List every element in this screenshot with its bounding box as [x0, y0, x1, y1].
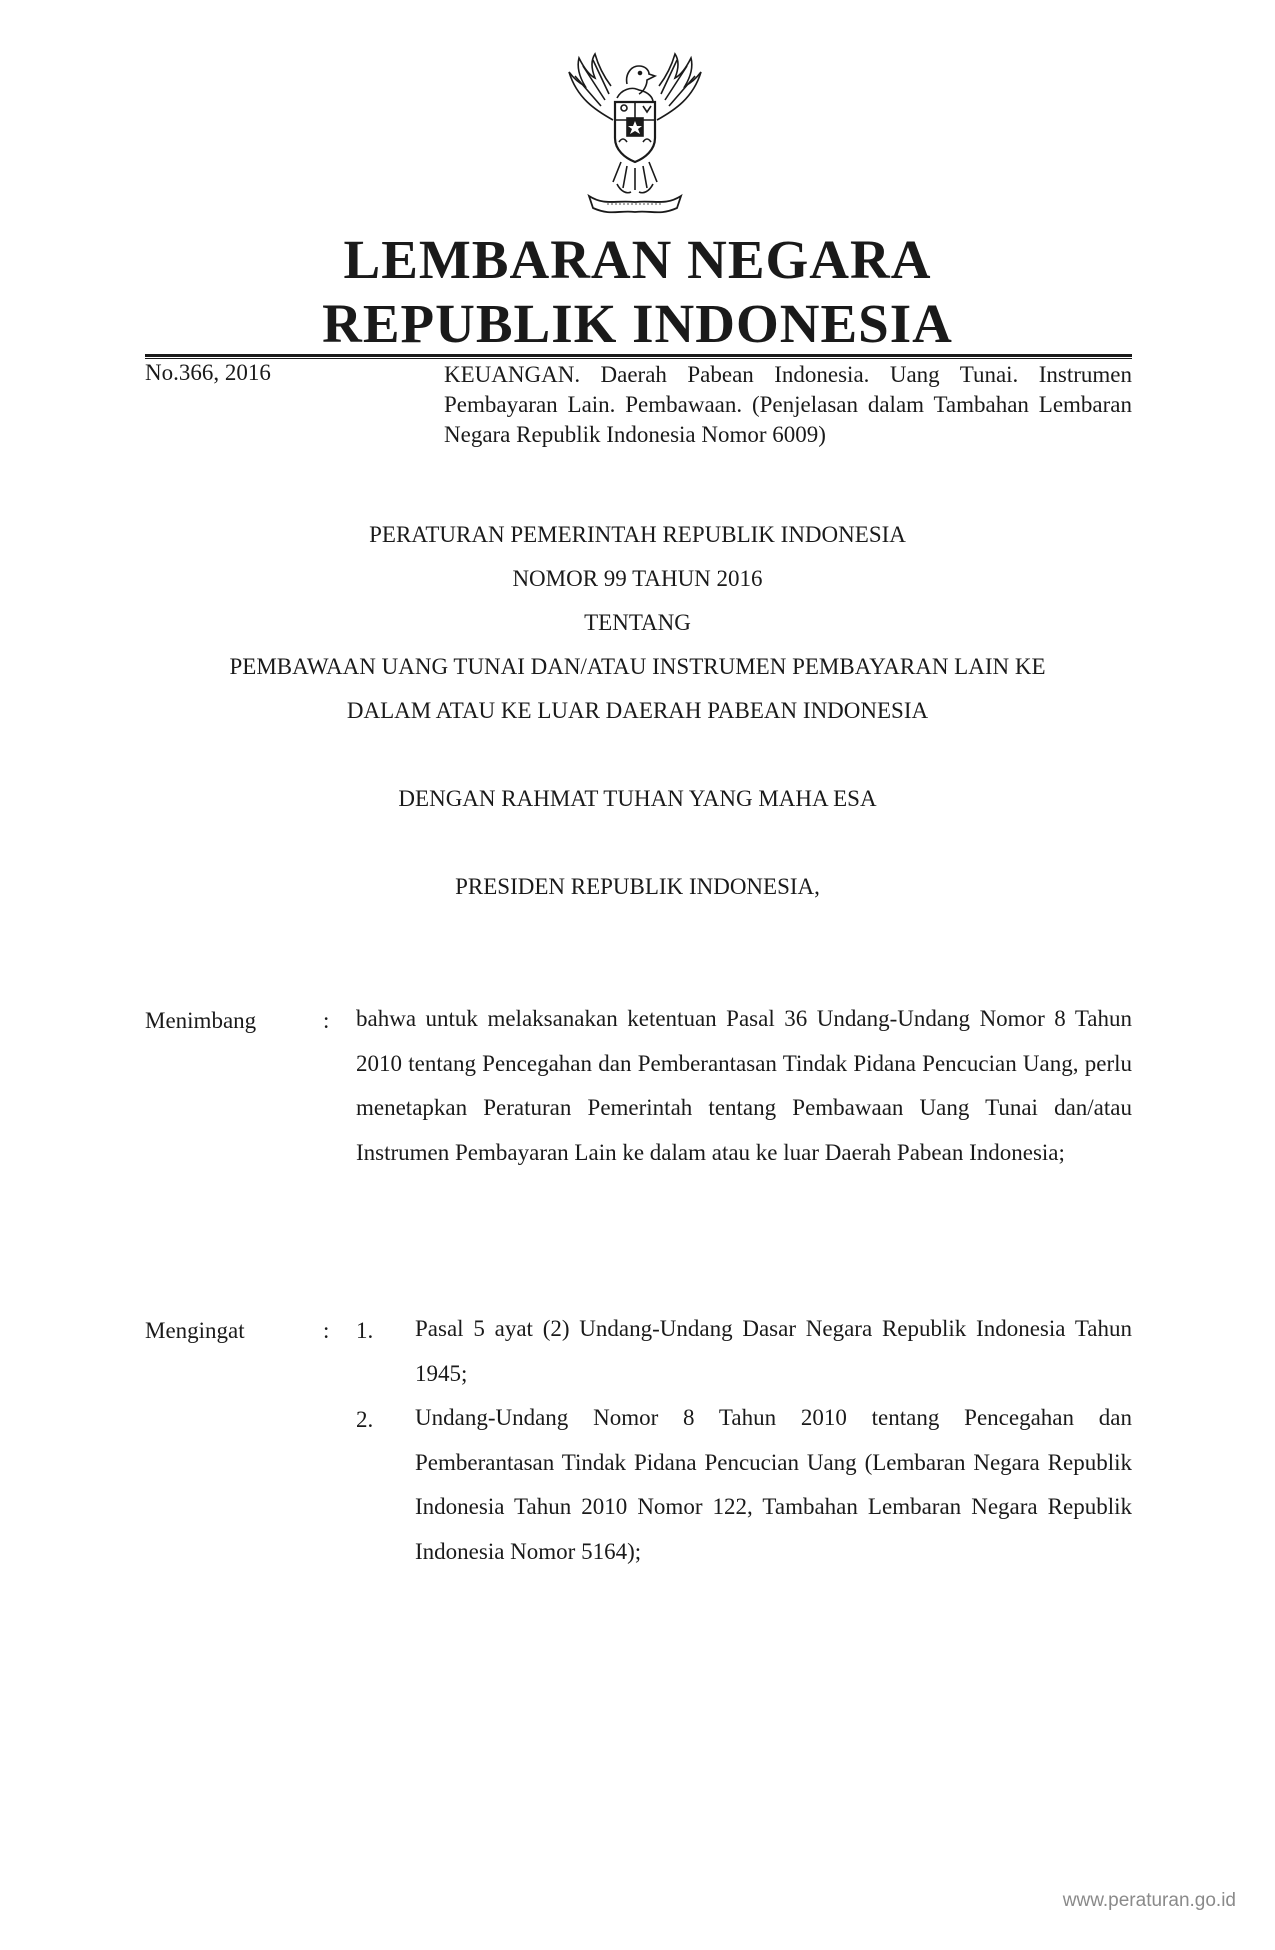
- gazette-title-line2: REPUBLIK INDONESIA: [322, 293, 953, 354]
- mengingat-item-text: Pasal 5 ayat (2) Undang-Undang Dasar Negara Republik Indonesia Tahun 1945;: [415, 1316, 1132, 1386]
- mengingat-item-number: 2.: [356, 1407, 374, 1432]
- issuer: PRESIDEN REPUBLIK INDONESIA,: [455, 874, 820, 899]
- website-footer: www.peraturan.go.id: [1062, 1890, 1236, 1911]
- regulation-number: NOMOR 99 TAHUN 2016: [512, 566, 763, 591]
- menimbang-label: Menimbang: [145, 1008, 257, 1033]
- regulation-subject-line2: DALAM ATAU KE LUAR DAERAH PABEAN INDONESIA: [346, 698, 929, 723]
- gazette-title-line1: LEMBARAN NEGARA: [343, 229, 932, 290]
- header-divider-thin: [145, 358, 1132, 359]
- mengingat-label: Mengingat: [145, 1318, 245, 1343]
- gazette-number: No.366, 2016: [145, 360, 271, 385]
- invocation: DENGAN RAHMAT TUHAN YANG MAHA ESA: [398, 786, 877, 811]
- mengingat-colon: :: [323, 1318, 330, 1343]
- mengingat-item-text: Undang-Undang Nomor 8 Tahun 2010 tentang Pencegahan dan Pemberantasan Tindak Pidana Pencucian Uang (Lembaran Negara Republik Indonesia Tahun 2010 Nomor 122, Tambahan Lembaran Negara Republik Indonesia Nomor 5164);: [415, 1405, 1132, 1564]
- mengingat-item-number: 1.: [356, 1318, 374, 1343]
- regulation-subject-line1: PEMBAWAAN UANG TUNAI DAN/ATAU INSTRUMEN PEMBAYARAN LAIN KE: [229, 654, 1046, 679]
- menimbang-colon: :: [323, 1008, 330, 1033]
- menimbang-text: bahwa untuk melaksanakan ketentuan Pasal 36 Undang-Undang Nomor 8 Tahun 2010 tentang Pencegahan dan Pemberantasan Tindak Pidana Pencucian Uang, perlu menetapkan Peraturan Pemerintah tentang Pembawaan Uang Tunai dan/atau Instrumen Pembayaran Lain ke dalam atau ke luar Daerah Pabean Indonesia;: [356, 1006, 1132, 1165]
- regulation-type: PERATURAN PEMERINTAH REPUBLIK INDONESIA: [369, 522, 906, 547]
- header-divider-thick: [145, 354, 1132, 357]
- garuda-pancasila-emblem-icon: [555, 50, 715, 225]
- regulation-about: TENTANG: [584, 610, 691, 635]
- gazette-summary: KEUANGAN. Daerah Pabean Indonesia. Uang Tunai. Instrumen Pembayaran Lain. Pembawaan. (Penjelasan dalam Tambahan Lembaran Negara Republik Indonesia Nomor 6009): [444, 362, 1132, 447]
